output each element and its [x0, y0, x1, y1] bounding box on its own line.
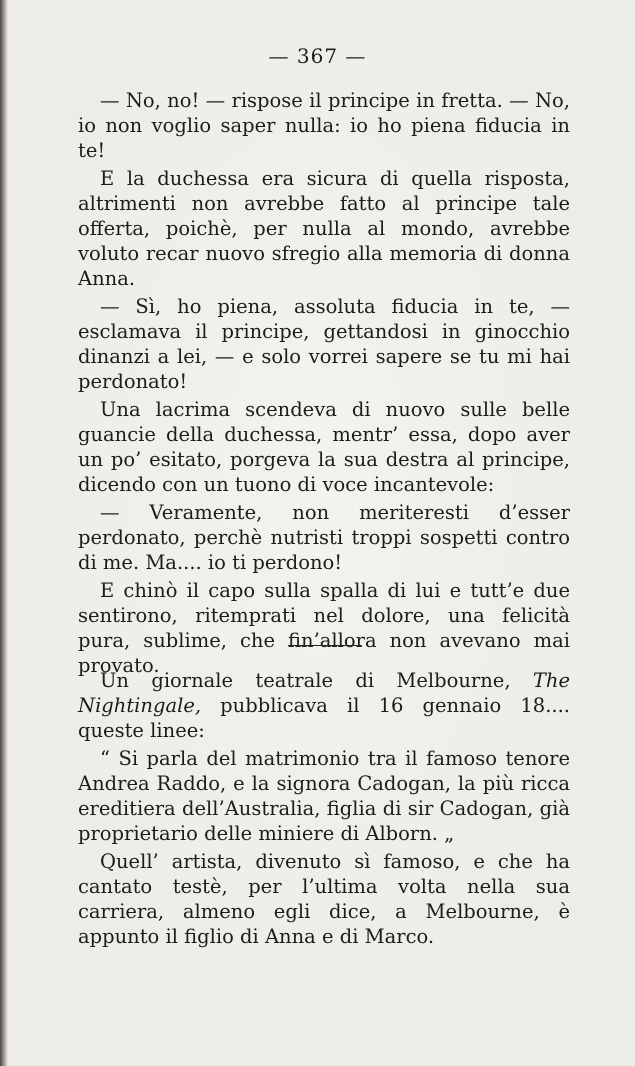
text-section-epilogue [78, 668, 570, 952]
paragraph-newspaper-intro [78, 668, 570, 743]
paragraph-closing: Quell’ artista, divenuto sì famoso, e che ha cantato testè, per l’ultima volta nella sua carriera, almeno egli dice, a Melbourne, è appunto il figlio di Anna e di Marco. [78, 850, 570, 948]
paragraph-quote: “ Si parla del matrimonio tra il famoso tenore Andrea Raddo, e la signora Cadogan, la più ricca ereditiera dell’Australia, figlia di sir Cadogan, già proprietario delle miniere di Alborn. „ [78, 747, 570, 845]
intro-text-after: pubblicava il 16 gennaio 18.... queste linee: [78, 694, 570, 742]
page-spine-shadow [0, 0, 8, 1066]
text-section-dialogue [78, 88, 570, 681]
paragraph: — Sì, ho piena, assoluta fiducia in te, — esclamava il principe, gettandosi in ginocchio dinanzi a lei, — e solo vorrei sapere se tu mi hai perdonato! [78, 295, 570, 393]
paragraph: — Veramente, non meriteresti d’esser perdonato, perchè nutristi troppi sospetti contro di me. Ma.... io ti perdono! [78, 501, 570, 574]
paragraph: Una lacrima scendeva di nuovo sulle belle guancie della duchessa, mentr’ essa, dopo aver un po’ esitato, porgeva la sua destra al principe, dicendo con un tuono di voce incantevole: [78, 398, 570, 496]
paragraph: — No, no! — rispose il principe in fretta. — No, io non voglio saper nulla: io ho piena fiducia in te! [78, 89, 570, 162]
paragraph: E chinò il capo sulla spalla di lui e tutt’e due sentirono, ritemprati nel dolore, una felicità pura, sublime, che fin’allora non avevano mai provato. [78, 579, 570, 677]
page-number: — 367 — [268, 44, 367, 68]
newspaper-title: The Nightingale, [78, 669, 570, 717]
intro-text-before: Un giornale teatrale di Melbourne, [100, 669, 533, 692]
paragraph: E la duchessa era sicura di quella risposta, altrimenti non avrebbe fatto al principe tale offerta, poichè, per nulla al mondo, avrebbe voluto recar nuovo sfregio alla memoria di donna Anna. [78, 167, 570, 290]
section-divider [288, 645, 362, 646]
